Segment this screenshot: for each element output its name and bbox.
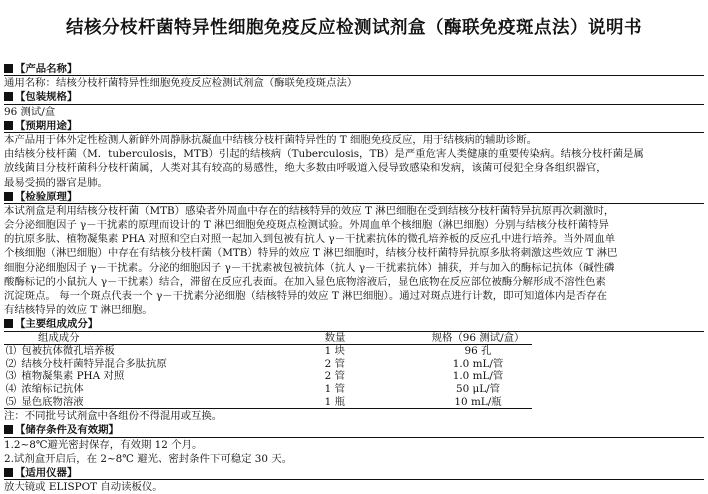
principle-line: 的抗原多肽、植物凝集素 PHA 对照和空白对照一起加入到包被有抗人 γ－干扰素抗体的微孔培养板的反应孔中进行培养。当外周血单	[4, 233, 616, 246]
heading-underline	[4, 203, 704, 204]
principle-line: 沉淀斑点。 每一个斑点代表一个 γ－干扰素分泌细胞（结核特异的效应 T 淋巴细胞）。通过对斑点进行计数，即可知道体内是否存在	[4, 290, 608, 302]
component-spec: 1.0 mL/管	[452, 357, 504, 370]
heading-square-bullet	[4, 92, 13, 101]
storage-line: 1.2~8℃避光密封保存，有效期 12 个月。	[4, 438, 203, 451]
components-table	[4, 332, 532, 410]
heading-square-bullet	[4, 319, 13, 328]
table-row	[4, 345, 532, 358]
intended-use-line: 放线菌目分枝杆菌科分枝杆菌属，人类对其有较高的易感性，绝大多数由呼吸道入侵导致感染和发病，该菌可侵犯全身各组织器官，	[4, 162, 607, 175]
component-quantity: 1 管	[324, 382, 345, 395]
heading-square-bullet	[4, 468, 13, 477]
section-heading-intended-use: 【预期用途】	[4, 119, 704, 133]
heading-square-bullet	[4, 64, 13, 73]
heading-underline	[4, 104, 704, 105]
component-spec: 50 μL/管	[455, 382, 501, 395]
principle-line: 本试剂盒是利用结核分枝杆菌（MTB）感染者外周血中存在的结核特异的效应 T 淋巴细胞在受到结核分枝杆菌特异抗原再次刺激时，	[4, 204, 615, 217]
component-spec: 96 孔	[464, 345, 492, 358]
row-index: ⑴	[5, 345, 17, 358]
column-header-spec: 规格（96 测试/盒）	[424, 332, 532, 345]
intended-use-line: 由结核分枝杆菌（M．tuberculosis，MTB）引起的结核病（Tuberculosis，TB）是严重危害人类健康的重要传染病。结核分枝杆菌是属	[4, 148, 644, 161]
principle-line: 有结核特异的效应 T 淋巴细胞。	[4, 304, 153, 317]
document-body	[4, 62, 704, 494]
table-row	[4, 383, 532, 396]
package-text: 96 测试/盒	[4, 105, 56, 118]
section-heading-package: 【包装规格】	[4, 90, 704, 104]
row-index: ⑸	[5, 395, 17, 408]
component-quantity: 2 管	[324, 357, 345, 370]
component-name: 浓缩标记抗体	[21, 382, 84, 395]
product-name-text: 通用名称：结核分枝杆菌特异性细胞免疫反应检测试剂盒（酶联免疫斑点法）	[4, 77, 358, 90]
heading-square-bullet	[4, 121, 13, 130]
row-index: ⑵	[5, 357, 17, 370]
instrument-text: 放大镜或 ELISPOT 自动读板仪。	[4, 481, 163, 494]
heading-underline	[4, 132, 704, 133]
table-row	[4, 358, 532, 371]
section-heading-storage: 【储存条件及有效期】	[4, 423, 704, 437]
document-title: 结核分枝杆菌特异性细胞免疫反应检测试剂盒（酶联免疫斑点法）说明书	[66, 18, 642, 38]
component-name: 植物凝集素 PHA 对照	[21, 370, 125, 383]
component-quantity: 1 块	[324, 345, 345, 358]
table-row	[4, 370, 532, 383]
component-spec: 1.0 mL/管	[452, 370, 504, 383]
component-quantity: 1 瓶	[325, 396, 424, 409]
component-quantity: 2 管	[324, 370, 345, 383]
heading-square-bullet	[4, 425, 13, 434]
component-name: 结核分枝杆菌特异混合多肽抗原	[21, 357, 167, 370]
heading-square-bullet	[4, 192, 13, 201]
row-index: ⑶	[5, 370, 17, 383]
components-note: 注：不同批号试剂盒中各组份不得混用或互换。	[4, 410, 223, 423]
storage-line: 2.试剂盒开启后，在 2~8℃ 避光、密封条件下可稳定 30 天。	[4, 452, 293, 465]
section-heading-product-name: 【产品名称】	[4, 62, 704, 76]
column-header-component: 组成成分	[4, 332, 325, 345]
section-heading-principle: 【检验原理】	[4, 190, 704, 204]
row-index: ⑷	[5, 382, 17, 395]
components-table-header	[4, 332, 532, 345]
principle-line: 酸酶标记的小鼠抗人 γ－干扰素）结合，滞留在反应孔表面。在加入显色底物溶液后，显色底物在反应部位被酶分解形成不溶性色素	[4, 275, 606, 288]
heading-underline	[4, 437, 704, 438]
principle-line: 会分泌细胞因子 γ－干扰素的原理而设计的 T 淋巴细胞免疫斑点检测试验。外周血单个核细胞（淋巴细胞）分别与结核分枝杆菌特异	[4, 219, 609, 232]
section-heading-components: 【主要组成成分】	[4, 317, 704, 331]
intended-use-line: 最易受损的器官是肺。	[4, 176, 108, 189]
component-name: 包被抗体微孔培养板	[21, 345, 115, 358]
component-spec: 10 mL/瓶	[424, 396, 532, 409]
section-heading-instrument: 【适用仪器】	[4, 466, 704, 480]
component-name: 显色底物溶液	[21, 395, 84, 408]
heading-underline	[4, 331, 704, 332]
principle-line: 细胞分泌细胞因子 γ－干扰素。分泌的细胞因子 γ－干扰素被包被抗体（抗人 γ－干扰素抗体）捕获，并与加入的酶标记抗体（碱性磷	[4, 261, 615, 274]
column-header-quantity: 数量	[325, 332, 424, 345]
table-row	[4, 396, 532, 409]
intended-use-line: 本产品用于体外定性检测人新鲜外周静脉抗凝血中结核分枝杆菌特异性的 T 细胞免疫反应，用于结核病的辅助诊断。	[4, 133, 538, 146]
heading-underline	[4, 75, 704, 76]
principle-line: 个核细胞（淋巴细胞）中存在有结核分枝杆菌（MTB）特异的效应 T 淋巴细胞时，结核分枝杆菌特异抗原多肽将刺激这些效应 T 淋巴	[4, 247, 618, 260]
